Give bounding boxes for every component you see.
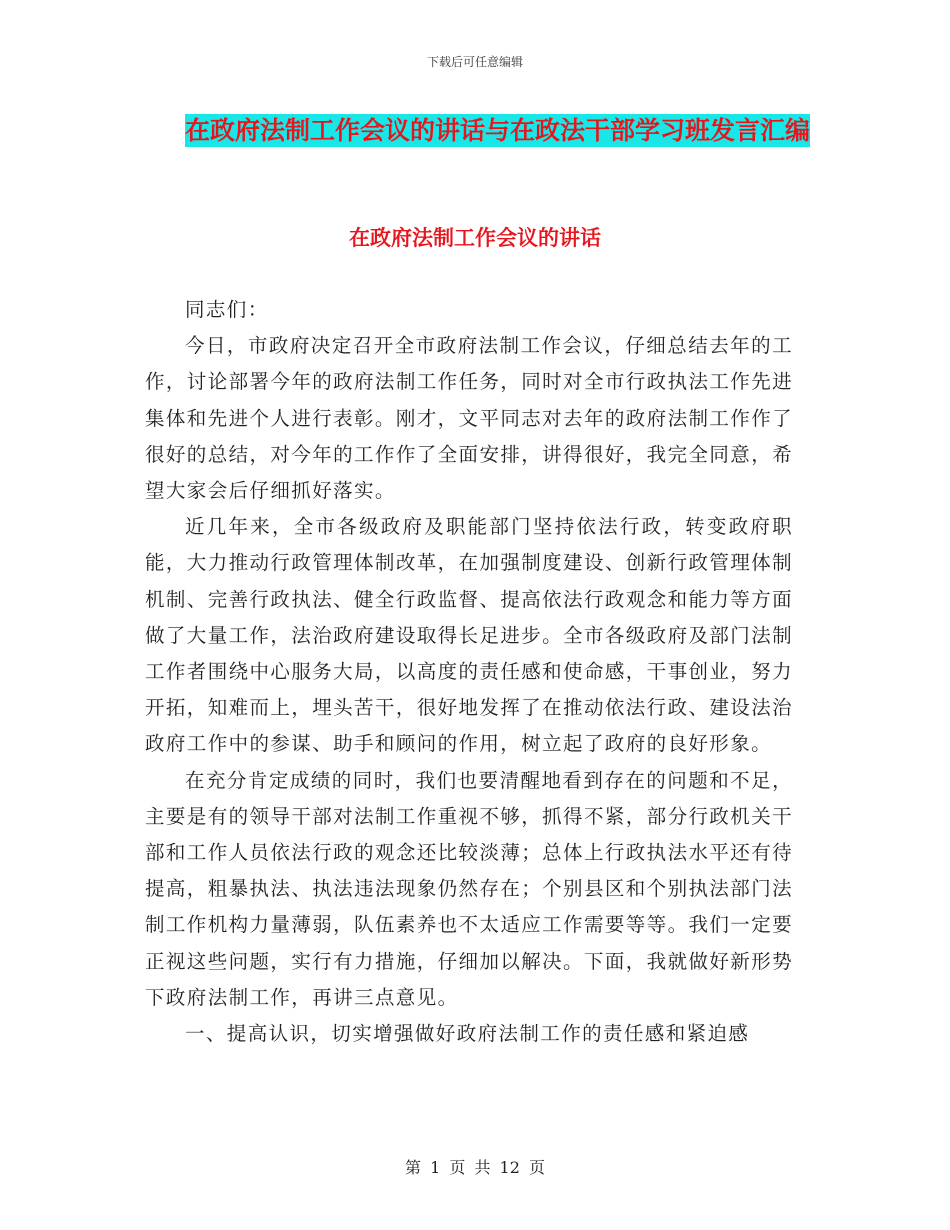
body-paragraph: 近几年来，全市各级政府及职能部门坚持依法行政，转变政府职能，大力推动行政管理体制改革，在加强制度建设、创新行政管理体制机制、完善行政执法、健全行政监督、提高依法行政观念和能力等方面做了大量工作，法治政府建设取得长足进步。全市各级政府及部门法制工作者围绕中心服务大局，以高度的责任感和使命感，干事创业，努力开拓，知难而上，埋头苦干，很好地发挥了在推动依法行政、建设法治政府工作中的参谋、助手和顾问的作用，树立起了政府的良好形象。: [145, 515, 793, 756]
document-body: [145, 292, 793, 1052]
body-paragraph: 在充分肯定成绩的同时，我们也要清醒地看到存在的问题和不足，主要是有的领导干部对法制工作重视不够，抓得不紧，部分行政机关干部和工作人员依法行政的观念还比较淡薄；总体上行政执法水平还有待提高，粗暴执法、执法违法现象仍然存在；个别县区和个别执法部门法制工作机构力量薄弱，队伍素养也不太适应工作需要等等。我们一定要正视这些问题，实行有力措施，仔细加以解决。下面，我就做好新形势下政府法制工作，再讲三点意见。: [145, 768, 793, 1009]
section-title: 在政府法制工作会议的讲话: [349, 226, 601, 250]
salutation-paragraph: 同志们：: [185, 298, 269, 321]
section-heading-paragraph: 一、提高认识，切实增强做好政府法制工作的责任感和紧迫感: [185, 1022, 750, 1046]
document-title: [170, 108, 825, 153]
page-header-note: 下载后可任意编辑: [426, 55, 523, 69]
document-title-text: 在政府法制工作会议的讲话与在政法干部学习班发言汇编: [184, 116, 810, 145]
body-paragraph: 今日，市政府决定召开全市政府法制工作会议，仔细总结去年的工作，讨论部署今年的政府法制工作任务，同时对全市行政执法工作先进集体和先进个人进行表彰。刚才，文平同志对去年的政府法制工作作了很好的总结，对今年的工作作了全面安排，讲得很好，我完全同意，希望大家会后仔细抓好落实。: [145, 334, 793, 503]
page-footer-number: 第 1 页 共 12 页: [405, 1158, 545, 1177]
